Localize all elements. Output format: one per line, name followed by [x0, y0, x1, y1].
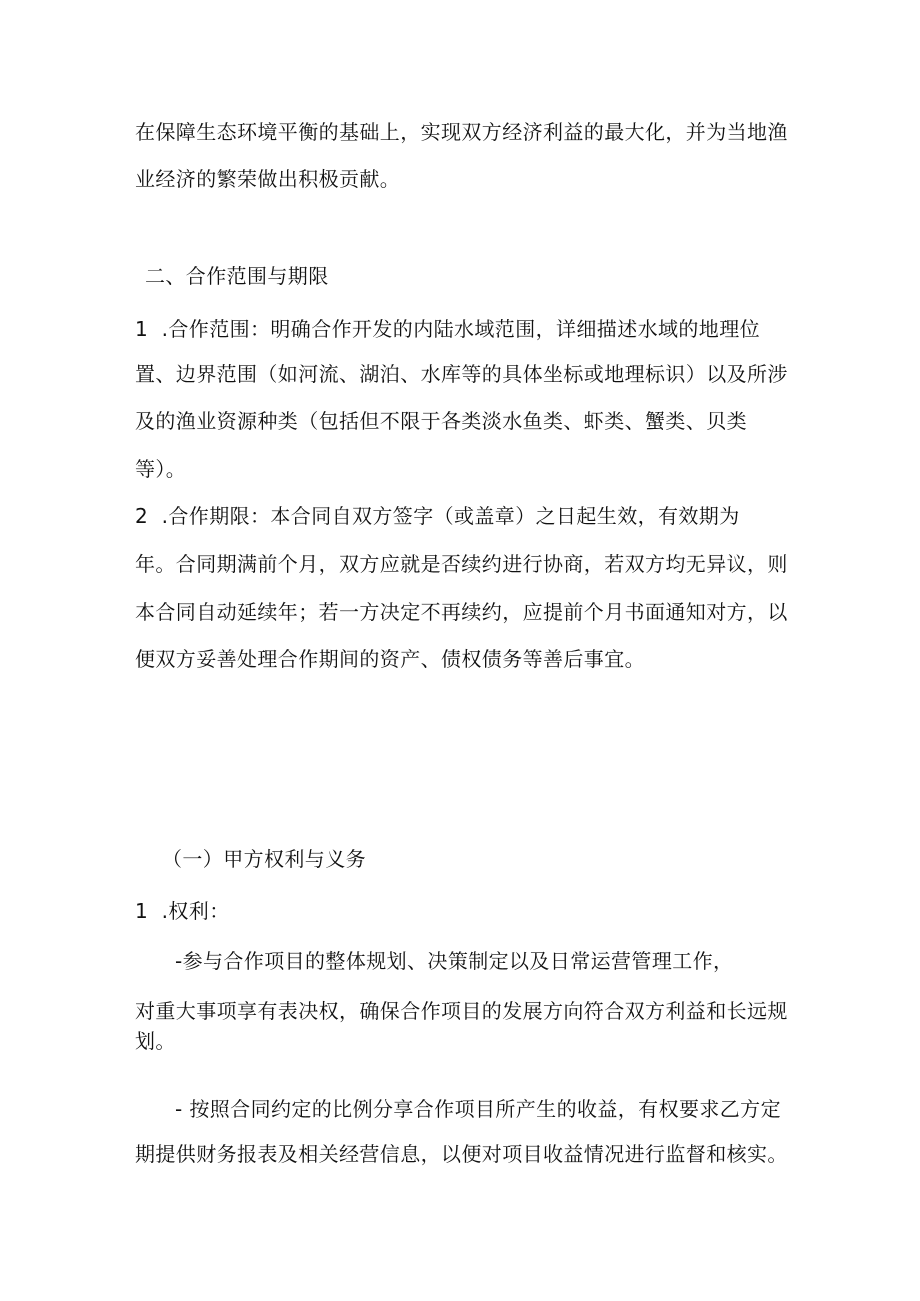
intro-line-2: 业经济的繁荣做出积极贡献。: [135, 167, 401, 191]
scope-line-4: 等）。: [135, 457, 187, 481]
right-1-line-2: 对重大事项享有表决权，确保合作项目的发展方向符合双方利益和长远规: [135, 999, 788, 1023]
scope-line-2: 置、边界范围（如河流、湖泊、水库等的具体坐标或地理标识）以及所涉: [135, 362, 788, 386]
term-line-3: 本合同自动延续年；若一方决定不再续约，应提前个月书面通知对方，以: [135, 600, 788, 624]
term-line-1: 2 .合作期限：本合同自双方签字（或盖章）之日起生效，有效期为: [135, 504, 740, 528]
term-line-2: 年。合同期满前个月，双方应就是否续约进行协商，若双方均无异议，则: [135, 552, 788, 576]
term-line-4: 便双方妥善处理合作期间的资产、债权债务等善后事宜。: [135, 647, 645, 671]
intro-line-1: 在保障生态环境平衡的基础上，实现双方经济利益的最大化，并为当地渔: [135, 120, 788, 144]
section-heading: 二、合作范围与期限: [145, 264, 329, 288]
party-a-heading: （一）甲方权利与义务: [162, 847, 366, 871]
rights-label: 1 .权利：: [135, 899, 230, 923]
right-2-line-1: - 按照合同约定的比例分享合作项目所产生的收益，有权要求乙方定: [175, 1097, 781, 1121]
right-1-line-1: -参与合作项目的整体规划、决策制定以及日常运营管理工作，: [175, 949, 734, 973]
right-1-line-3: 划。: [135, 1029, 176, 1053]
right-2-line-2: 期提供财务报表及相关经营信息，以便对项目收益情况进行监督和核实。: [135, 1142, 788, 1166]
scope-line-3: 及的渔业资源种类（包括但不限于各类淡水鱼类、虾类、蟹类、贝类: [135, 409, 747, 433]
scope-line-1: 1 .合作范围：明确合作开发的内陆水域范围，详细描述水域的地理位: [135, 317, 760, 341]
